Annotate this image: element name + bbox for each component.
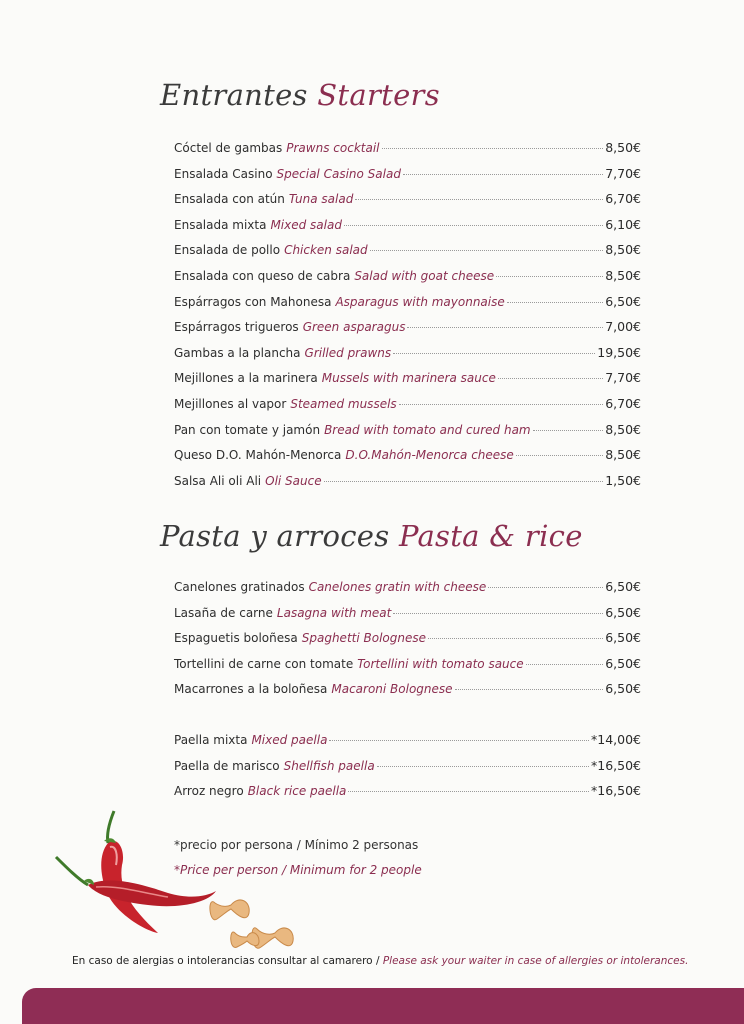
- menu-item-name-es: Ensalada con queso de cabra: [174, 269, 351, 283]
- dotted-leader: [344, 225, 603, 226]
- dotted-leader: [533, 430, 604, 431]
- menu-item-name-en: Green asparagus: [302, 320, 406, 335]
- menu-item-price: 6,50€: [605, 293, 641, 309]
- dotted-leader: [355, 199, 603, 200]
- menu-item-name-es: Queso D.O. Mahón-Menorca: [174, 448, 342, 463]
- menu-item-name-en: Asparagus with mayonnaise: [335, 294, 505, 309]
- dotted-leader: [329, 740, 589, 741]
- menu-item-price: 6,50€: [605, 655, 641, 671]
- menu-item: [174, 345, 641, 367]
- starters-heading-en: Starters: [317, 78, 440, 112]
- dotted-leader: [370, 250, 604, 251]
- menu-item: [174, 732, 641, 754]
- menu-item-price: 19,50€: [597, 344, 641, 360]
- menu-item-name-es: Ensalada de pollo: [174, 243, 281, 258]
- menu-item-price: 1,50€: [605, 472, 641, 488]
- menu-item-name-es: Cóctel de gambas: [174, 141, 283, 155]
- menu-item-name-en: Chicken salad: [284, 243, 368, 258]
- menu-item: [174, 396, 641, 418]
- menu-item-price: 6,70€: [605, 191, 641, 207]
- menu-item: [174, 422, 641, 444]
- menu-item-name-es: Espárragos trigueros: [174, 320, 299, 335]
- pasta-heading-es: Pasta y arroces: [160, 519, 390, 553]
- menu-item-price: 8,50€: [605, 140, 641, 155]
- dotted-leader: [488, 587, 603, 588]
- dotted-leader: [377, 766, 589, 767]
- menu-item: [174, 140, 641, 162]
- dotted-leader: [496, 276, 603, 277]
- menu-item: [174, 191, 641, 213]
- menu-item-name-es: Canelones gratinados: [174, 580, 305, 594]
- menu-item-price: 6,50€: [605, 604, 641, 620]
- menu-item-name-en: Steamed mussels: [290, 397, 397, 411]
- menu-item-price: *16,50€: [591, 783, 641, 799]
- menu-item-name-es: Ensalada con atún: [174, 192, 285, 207]
- menu-item-price: 8,50€: [605, 447, 641, 463]
- menu-item: [174, 447, 641, 469]
- menu-item-name-es: Macarrones a la boloñesa: [174, 682, 328, 697]
- farfalle-pasta-icon: [205, 885, 315, 965]
- dotted-leader: [393, 613, 603, 614]
- menu-item: [174, 473, 641, 495]
- menu-item-name-en: Oli Sauce: [265, 473, 322, 488]
- menu-item-price: 6,50€: [605, 579, 641, 594]
- price-note-es: *precio por persona / Mínimo 2 personas: [174, 838, 419, 852]
- menu-item-name-es: Lasaña de carne: [174, 605, 273, 620]
- menu-item-name-es: Ensalada Casino: [174, 166, 273, 181]
- menu-item-name-es: Ensalada mixta: [174, 217, 267, 232]
- dotted-leader: [428, 638, 603, 639]
- menu-item-name-en: Mixed salad: [270, 217, 342, 232]
- menu-item: [174, 579, 641, 601]
- menu-item-price: 6,50€: [605, 630, 641, 646]
- menu-item-price: 7,70€: [605, 370, 641, 386]
- allergy-note-en: Please ask your waiter in case of allergies or intolerances.: [382, 955, 689, 967]
- menu-item-price: 8,50€: [605, 421, 641, 437]
- menu-item-name-es: Mejillones a la marinera: [174, 371, 318, 386]
- dotted-leader: [516, 455, 603, 456]
- menu-item: [174, 268, 641, 290]
- dotted-leader: [393, 353, 595, 354]
- dotted-leader: [407, 327, 603, 328]
- menu-item: [174, 605, 641, 627]
- price-note-en: *Price per person / Minimum for 2 people: [174, 863, 422, 877]
- dotted-leader: [348, 791, 589, 792]
- menu-item: [174, 783, 641, 805]
- menu-item-name-es: Tortellini de carne con tomate: [174, 656, 354, 671]
- menu-item-name-en: Black rice paella: [247, 784, 347, 799]
- menu-item-name-en: Tuna salad: [288, 192, 354, 207]
- pasta-heading: [160, 519, 583, 553]
- dotted-leader: [507, 302, 603, 303]
- dotted-leader: [382, 148, 604, 149]
- dotted-leader: [324, 481, 604, 482]
- starters-heading-es: Entrantes: [160, 78, 308, 112]
- allergy-note: [72, 955, 688, 967]
- footer-bar: [22, 988, 744, 1024]
- dotted-leader: [403, 174, 603, 175]
- menu-item: [174, 656, 641, 678]
- menu-item: [174, 681, 641, 703]
- dotted-leader: [498, 378, 603, 379]
- menu-item-name-es: Paella mixta: [174, 733, 248, 747]
- menu-item-name-es: Salsa Ali oli Ali: [174, 473, 262, 488]
- menu-item-name-en: Mixed paella: [251, 733, 328, 747]
- dotted-leader: [526, 664, 604, 665]
- menu-item-price: 6,50€: [605, 681, 641, 697]
- dotted-leader: [455, 689, 604, 690]
- menu-item-name-en: D.O.Mahón-Menorca cheese: [345, 448, 514, 463]
- allergy-note-es: En caso de alergias o intolerancias consultar al camarero /: [72, 955, 380, 967]
- menu-item-name-en: Bread with tomato and cured ham: [324, 422, 531, 437]
- menu-item: [174, 370, 641, 392]
- menu-item-price: 8,50€: [605, 242, 641, 258]
- menu-item: [174, 217, 641, 239]
- menu-item-name-en: Spaghetti Bolognese: [301, 631, 426, 646]
- pasta-heading-en: Pasta & rice: [398, 519, 583, 553]
- menu-item-name-es: Espaguetis boloñesa: [174, 631, 298, 646]
- chili-peppers-icon: [48, 805, 218, 955]
- menu-item-name-es: Pan con tomate y jamón: [174, 422, 321, 437]
- menu-item: [174, 630, 641, 652]
- menu-item-name-en: Tortellini with tomato sauce: [357, 656, 524, 671]
- menu-item-name-en: Canelones gratin with cheese: [308, 580, 487, 594]
- menu-item: [174, 758, 641, 780]
- menu-item-price: 7,00€: [605, 319, 641, 335]
- menu-item-price: 6,10€: [605, 216, 641, 232]
- menu-item-name-en: Grilled prawns: [304, 345, 392, 360]
- menu-item-name-en: Macaroni Bolognese: [331, 682, 453, 697]
- menu-item-price: 6,70€: [605, 396, 641, 411]
- menu-item-name-es: Paella de marisco: [174, 758, 280, 773]
- menu-item-name-en: Salad with goat cheese: [354, 269, 495, 283]
- menu-item-price: 7,70€: [605, 165, 641, 181]
- menu-item: [174, 242, 641, 264]
- menu-item-name-es: Gambas a la plancha: [174, 345, 301, 360]
- menu-item-price: *16,50€: [591, 757, 641, 773]
- menu-item-name-es: Espárragos con Mahonesa: [174, 294, 332, 309]
- menu-item-name-es: Arroz negro: [174, 784, 244, 799]
- menu-item: [174, 166, 641, 188]
- menu-item-name-en: Prawns cocktail: [286, 141, 380, 155]
- menu-item-price: *14,00€: [591, 732, 641, 747]
- starters-heading: [160, 78, 440, 112]
- menu-item-name-en: Mussels with marinera sauce: [321, 371, 496, 386]
- menu-item-name-en: Shellfish paella: [283, 758, 375, 773]
- menu-item-name-es: Mejillones al vapor: [174, 397, 287, 411]
- menu-item-name-en: Special Casino Salad: [276, 166, 401, 181]
- menu-item: [174, 294, 641, 316]
- menu-item-price: 8,50€: [605, 268, 641, 283]
- menu-item-name-en: Lasagna with meat: [276, 605, 392, 620]
- dotted-leader: [399, 404, 604, 405]
- menu-item: [174, 319, 641, 341]
